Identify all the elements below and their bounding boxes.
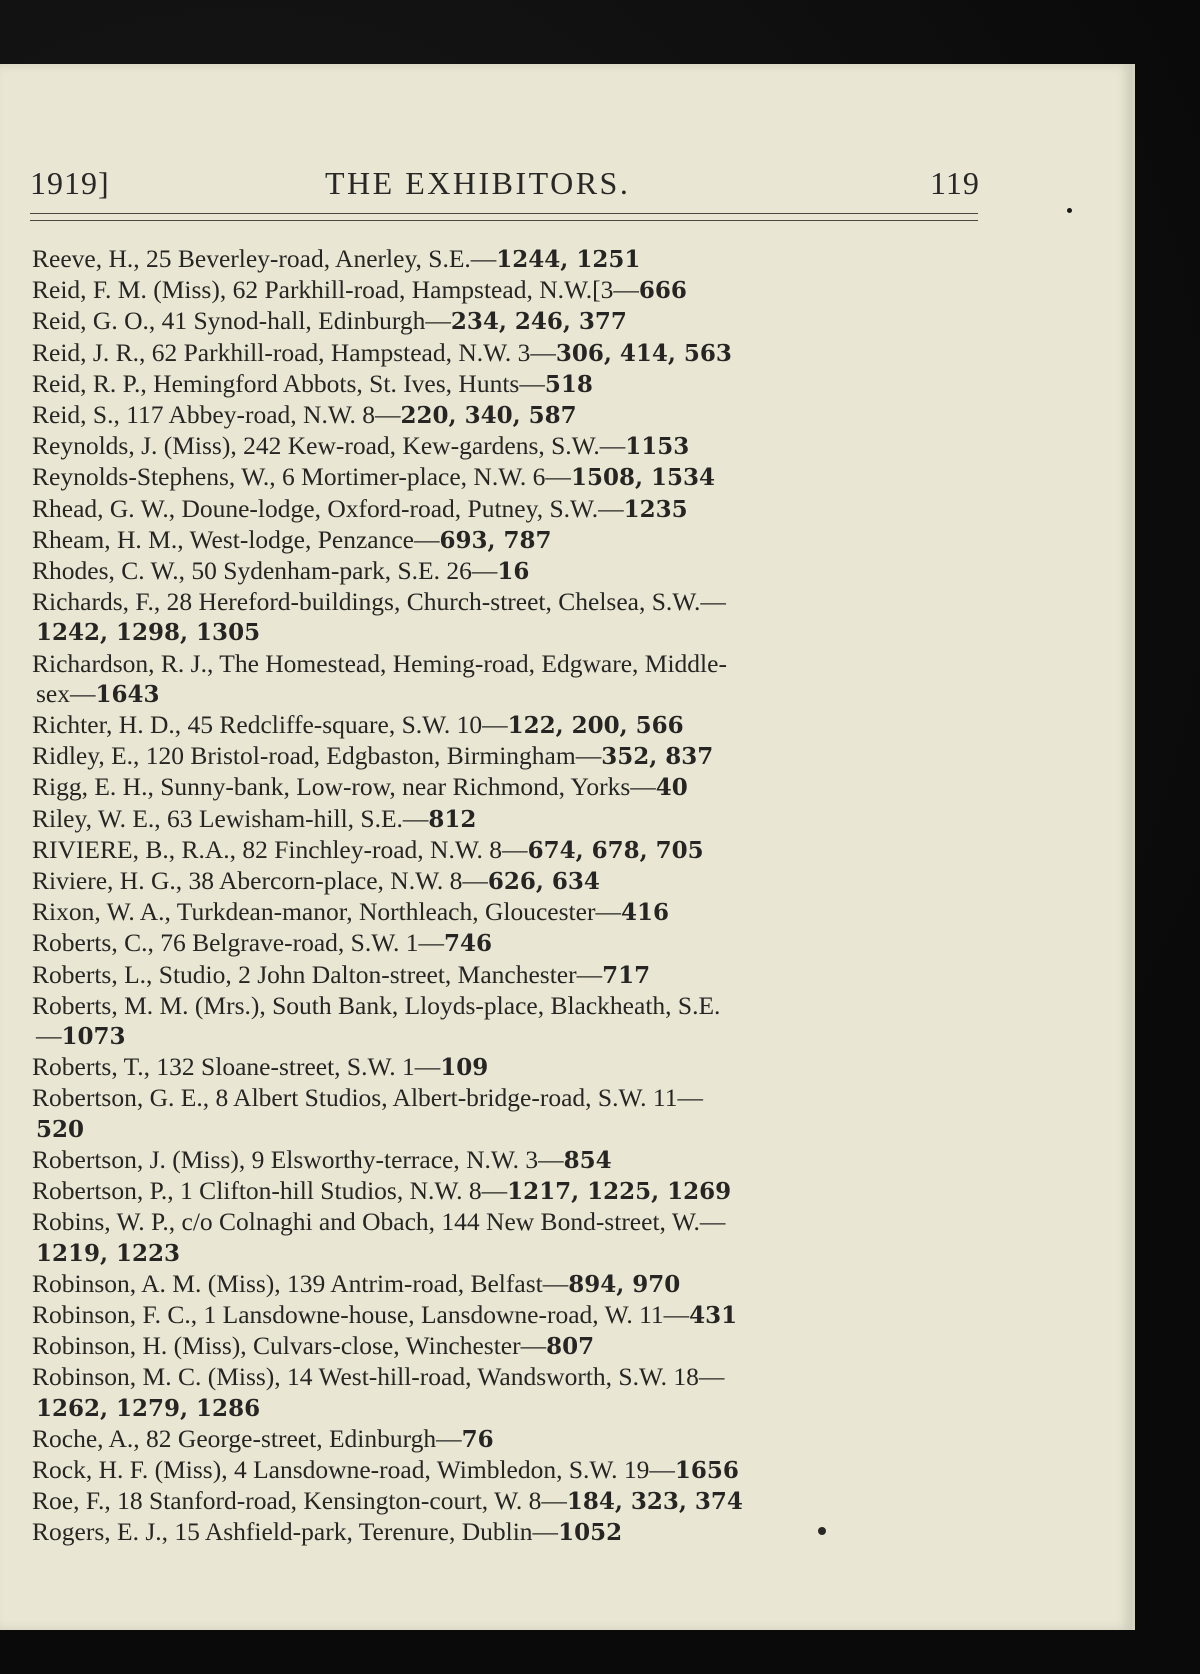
entry-numbers: 1235 [623, 495, 688, 523]
entry-text: Rhodes, C. W., 50 Sydenham-park, S.E. 26— [32, 556, 498, 586]
entry-numbers: 306, 414, 563 [555, 339, 732, 367]
exhibitor-entry [32, 1300, 982, 1331]
entry-continuation [32, 1114, 982, 1145]
entry-text: Reid, J. R., 62 Parkhill-road, Hampstead, N.W. 3— [32, 337, 556, 367]
entry-numbers: 1073 [61, 1023, 126, 1051]
entry-numbers: 220, 340, 587 [400, 402, 577, 430]
entry-numbers: 1052 [558, 1519, 623, 1547]
entry-text: Rock, H. F. (Miss), 4 Lansdowne-road, Wimbledon, S.W. 19— [32, 1454, 675, 1484]
entry-numbers: 812 [428, 805, 477, 833]
entry-numbers: 746 [443, 930, 492, 958]
entry-numbers: 854 [563, 1146, 612, 1174]
entry-numbers: 674, 678, 705 [527, 836, 704, 864]
entry-continuation [32, 617, 982, 648]
entry-text: Ridley, E., 120 Bristol-road, Edgbaston, Birmingham— [32, 741, 602, 771]
entry-numbers: 717 [602, 961, 651, 989]
entry-numbers: 807 [546, 1333, 595, 1361]
entry-numbers: 40 [655, 774, 688, 802]
entry-numbers: 1656 [674, 1456, 739, 1484]
entry-text: Robins, W. P., c/o Colnaghi and Obach, 144 New Bond-street, W.— [32, 1207, 726, 1237]
entry-text: Reid, R. P., Hemingford Abbots, St. Ives, Hunts— [32, 368, 545, 398]
entry-numbers: 1262, 1279, 1286 [36, 1394, 261, 1422]
entry-text: Reid, F. M. (Miss), 62 Parkhill-road, Hampstead, N.W.[3— [32, 275, 639, 305]
entry-text: Richards, F., 28 Hereford-buildings, Church-street, Chelsea, S.W.— [32, 587, 726, 617]
entry-continuation [32, 1238, 982, 1269]
exhibitor-entry [32, 741, 982, 772]
exhibitor-entry [32, 338, 982, 369]
entry-numbers: 1153 [625, 433, 690, 461]
exhibitor-entry [32, 835, 982, 866]
exhibitor-entry [32, 306, 982, 337]
entry-text: Robertson, P., 1 Clifton-hill Studios, N.W. 8— [32, 1176, 508, 1206]
entry-numbers: 626, 634 [487, 868, 600, 896]
entry-text: Reeve, H., 25 Beverley-road, Anerley, S.E.— [32, 244, 497, 273]
entry-numbers: 518 [544, 370, 593, 398]
exhibitor-entry [32, 1486, 982, 1517]
entry-numbers: 1242, 1298, 1305 [36, 619, 261, 647]
entry-numbers: 1219, 1223 [36, 1239, 181, 1267]
entry-numbers: 122, 200, 566 [507, 712, 684, 740]
entry-continuation-text: sex— [36, 678, 96, 708]
entry-numbers: 109 [440, 1054, 489, 1082]
entry-text: Reid, G. O., 41 Synod-hall, Edinburgh— [32, 306, 451, 336]
entry-text: Rigg, E. H., Sunny-bank, Low-row, near Richmond, Yorks— [32, 772, 656, 802]
exhibitor-entry [32, 1207, 982, 1268]
entry-text: Robertson, G. E., 8 Albert Studios, Albert-bridge-road, S.W. 11— [32, 1083, 703, 1113]
entry-text: RIVIERE, B., R.A., 82 Finchley-road, N.W. 8— [32, 834, 528, 864]
entry-text: Richter, H. D., 45 Redcliffe-square, S.W. 10— [32, 710, 508, 740]
exhibitor-entry [32, 1331, 982, 1362]
exhibitor-entry [32, 960, 982, 991]
entry-continuation-text: — [36, 1021, 62, 1051]
header-rule-top [30, 213, 978, 214]
entry-text: Roberts, T., 132 Sloane-street, S.W. 1— [32, 1052, 441, 1082]
exhibitor-entry [32, 1052, 982, 1083]
entry-text: Robertson, J. (Miss), 9 Elsworthy-terrace, N.W. 3— [32, 1144, 564, 1174]
entry-text: Rixon, W. A., Turkdean-manor, Northleach, Gloucester— [32, 897, 621, 927]
page-speck [1067, 208, 1072, 213]
entry-numbers: 352, 837 [601, 743, 714, 771]
entry-text: Robinson, A. M. (Miss), 139 Antrim-road, Belfast— [32, 1268, 569, 1298]
exhibitor-entry [32, 866, 982, 897]
entry-numbers: 693, 787 [439, 526, 552, 554]
exhibitor-entry [32, 556, 982, 587]
entry-text: Roberts, M. M. (Mrs.), South Bank, Lloyds-place, Blackheath, S.E. [32, 990, 721, 1020]
entry-numbers: 1244, 1251 [496, 246, 641, 273]
header-title: THE EXHIBITORS. [325, 165, 631, 201]
entry-numbers: 520 [36, 1115, 85, 1143]
exhibitor-entry [32, 244, 982, 275]
entry-text: Richardson, R. J., The Homestead, Heming-road, Edgware, Middle- [32, 648, 727, 678]
entry-continuation [32, 1393, 982, 1424]
exhibitor-entry [32, 710, 982, 741]
entry-numbers: 1508, 1534 [570, 464, 715, 492]
exhibitor-entry [32, 1517, 982, 1548]
entry-text: Riviere, H. G., 38 Abercorn-place, N.W. 8— [32, 866, 488, 896]
exhibitor-entry [32, 928, 982, 959]
entry-text: Rhead, G. W., Doune-lodge, Oxford-road, Putney, S.W.— [32, 493, 624, 523]
exhibitor-entry [32, 1455, 982, 1486]
exhibitor-entry [32, 525, 982, 556]
exhibitor-entry [32, 431, 982, 462]
exhibitor-entry [32, 462, 982, 493]
exhibitor-entry [32, 1083, 982, 1144]
entry-text: Reid, S., 117 Abbey-road, N.W. 8— [32, 400, 401, 430]
exhibitor-entry [32, 804, 982, 835]
exhibitor-entry [32, 400, 982, 431]
page-number: 119 [930, 165, 980, 201]
entry-text: Roche, A., 82 George-street, Edinburgh— [32, 1423, 462, 1453]
entry-text: Reynolds, J. (Miss), 242 Kew-road, Kew-gardens, S.W.— [32, 431, 626, 461]
entry-text: Robinson, H. (Miss), Culvars-close, Winchester— [32, 1331, 547, 1361]
exhibitor-entry [32, 587, 982, 648]
exhibitor-entry [32, 494, 982, 525]
exhibitor-entry [32, 369, 982, 400]
exhibitor-entry [32, 1362, 982, 1423]
entry-text: Roberts, L., Studio, 2 John Dalton-street, Manchester— [32, 959, 603, 989]
page-header [30, 95, 980, 201]
entry-numbers: 416 [620, 899, 669, 927]
entry-numbers: 666 [638, 277, 687, 305]
exhibitor-entry [32, 649, 982, 710]
entry-numbers: 431 [689, 1301, 738, 1329]
exhibitor-entry [32, 1424, 982, 1455]
entry-text: Rogers, E. J., 15 Ashfield-park, Terenure, Dublin— [32, 1517, 559, 1547]
entry-numbers: 1217, 1225, 1269 [507, 1178, 732, 1206]
exhibitor-entry [32, 1145, 982, 1176]
entry-numbers: 1643 [95, 680, 160, 708]
entry-text: Roe, F., 18 Stanford-road, Kensington-court, W. 8— [32, 1486, 567, 1516]
exhibitor-list [32, 244, 982, 1549]
entry-numbers: 16 [497, 558, 530, 586]
entry-continuation [32, 1021, 982, 1052]
entry-numbers: 234, 246, 377 [450, 308, 627, 336]
exhibitor-entry [32, 991, 982, 1052]
entry-text: Riley, W. E., 63 Lewisham-hill, S.E.— [32, 803, 429, 833]
entry-text: Rheam, H. M., West-lodge, Penzance— [32, 524, 440, 554]
entry-numbers: 184, 323, 374 [566, 1488, 743, 1516]
entry-numbers: 76 [461, 1425, 494, 1453]
entry-text: Robinson, M. C. (Miss), 14 West-hill-road, Wandsworth, S.W. 18— [32, 1362, 725, 1392]
entry-text: Roberts, C., 76 Belgrave-road, S.W. 1— [32, 928, 444, 958]
exhibitor-entry [32, 772, 982, 803]
entry-continuation [32, 679, 982, 710]
entry-text: Reynolds-Stephens, W., 6 Mortimer-place, N.W. 6— [32, 462, 571, 492]
header-rule-bottom [30, 220, 978, 221]
exhibitor-entry [32, 1176, 982, 1207]
exhibitor-entry [32, 1269, 982, 1300]
entry-numbers: 894, 970 [568, 1270, 681, 1298]
header-year: 1919] [30, 165, 110, 201]
page-dot [818, 1527, 826, 1535]
exhibitor-entry [32, 275, 982, 306]
exhibitor-entry [32, 897, 982, 928]
entry-text: Robinson, F. C., 1 Lansdowne-house, Lansdowne-road, W. 11— [32, 1299, 690, 1329]
